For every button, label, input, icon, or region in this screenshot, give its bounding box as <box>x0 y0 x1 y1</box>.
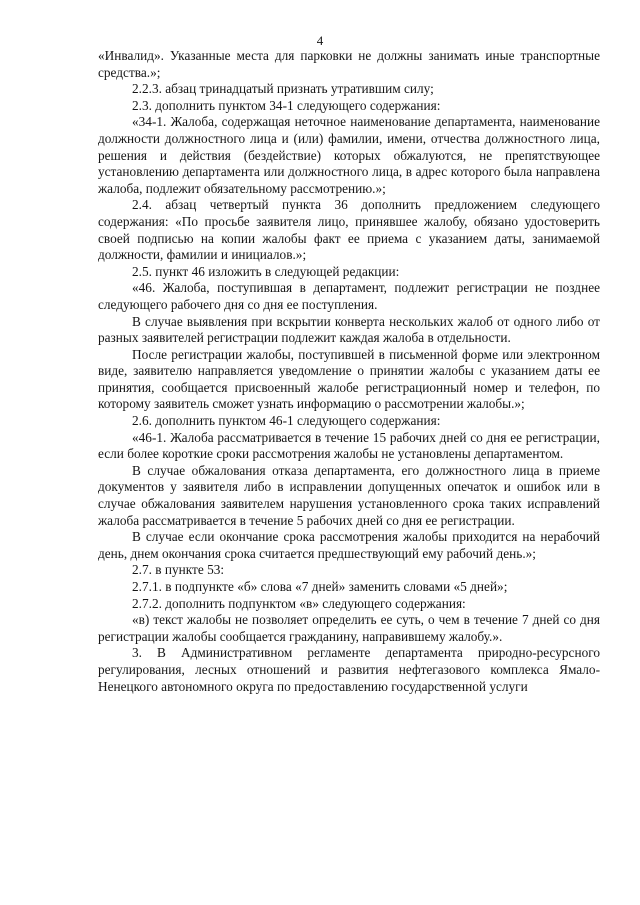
paragraph: «в) текст жалобы не позволяет определить ее суть, о чем в течение 7 дней со дня регистрации жалобы сообщается гражданину, направившему жалобу.». <box>98 612 600 644</box>
paragraph: 2.3. дополнить пунктом 34-1 следующего содержания: <box>132 97 441 113</box>
paragraph: «46. Жалоба, поступившая в департамент, подлежит регистрации не позднее следующего рабочего дня со дня ее поступления. <box>98 280 600 312</box>
paragraph: 2.7.2. дополнить подпунктом «в» следующего содержания: <box>132 595 466 611</box>
paragraph: После регистрации жалобы, поступившей в письменной форме или электронном виде, заявителю направляется уведомление о принятии жалобы с указанием даты ее принятия, сообщается присвоенный жалобе регистрационный номер и телефон, по которому заявитель сможет узнать информацию о рассмотрении жалобы.»; <box>98 346 600 412</box>
paragraph: 2.6. дополнить пунктом 46-1 следующего содержания: <box>132 413 441 429</box>
paragraph: 3. В Административном регламенте департамента природно-ресурсного регулирования, лесных отношений и развития нефтегазового комплекса Ямало-Ненецкого автономного округа по предоставлению государственной услуги <box>98 645 600 694</box>
paragraph: 2.4. абзац четвертый пункта 36 дополнить предложением следующего содержания: «По просьбе заявителя лицо, принявшее жалобу, обязано удостоверить своей подписью на копии жалобы факт ее приема с указанием даты, занимаемой должности, фамилии и инициалов.»; <box>98 197 600 263</box>
paragraph: 2.5. пункт 46 изложить в следующей редакции: <box>132 263 400 279</box>
paragraph: В случае обжалования отказа департамента, его должностного лица в приеме документов у заявителя либо в исправлении допущенных опечаток и ошибок или в случае обжалования заявителем нарушения установленного срока таких исправлений жалоба рассматривается в течение 5 рабочих дней со дня ее регистрации. <box>98 462 600 528</box>
paragraph: «Инвалид». Указанные места для парковки не должны занимать иные транспортные средства.»; <box>98 48 600 80</box>
paragraph: 2.2.3. абзац тринадцатый признать утратившим силу; <box>132 81 434 97</box>
paragraph: «34-1. Жалоба, содержащая неточное наименование департамента, наименование должности должностного лица и (или) фамилии, имени, отчества должностного лица, решения и действия (бездействие) которых обжалуются, не препятствующее установлению департамента или должностного лица, в адрес которого была направлена жалоба, подлежит обязательному рассмотрению.»; <box>98 114 600 196</box>
paragraph: «46-1. Жалоба рассматривается в течение 15 рабочих дней со дня ее регистрации, если более короткие сроки рассмотрения жалобы не установлены департаментом. <box>98 429 600 462</box>
paragraph: В случае выявления при вскрытии конверта нескольких жалоб от одного либо от разных заявителей регистрации подлежит каждая жалоба в отдельности. <box>98 313 600 346</box>
document-body <box>98 48 600 695</box>
paragraph: В случае если окончание срока рассмотрения жалобы приходится на нерабочий день, днем окончания срока считается предшествующий ему рабочий день.»; <box>98 529 600 561</box>
page-number: 4 <box>316 33 324 48</box>
paragraph: 2.7. в пункте 53: <box>132 562 225 578</box>
paragraph: 2.7.1. в подпункте «б» слова «7 дней» заменить словами «5 дней»; <box>132 579 508 594</box>
